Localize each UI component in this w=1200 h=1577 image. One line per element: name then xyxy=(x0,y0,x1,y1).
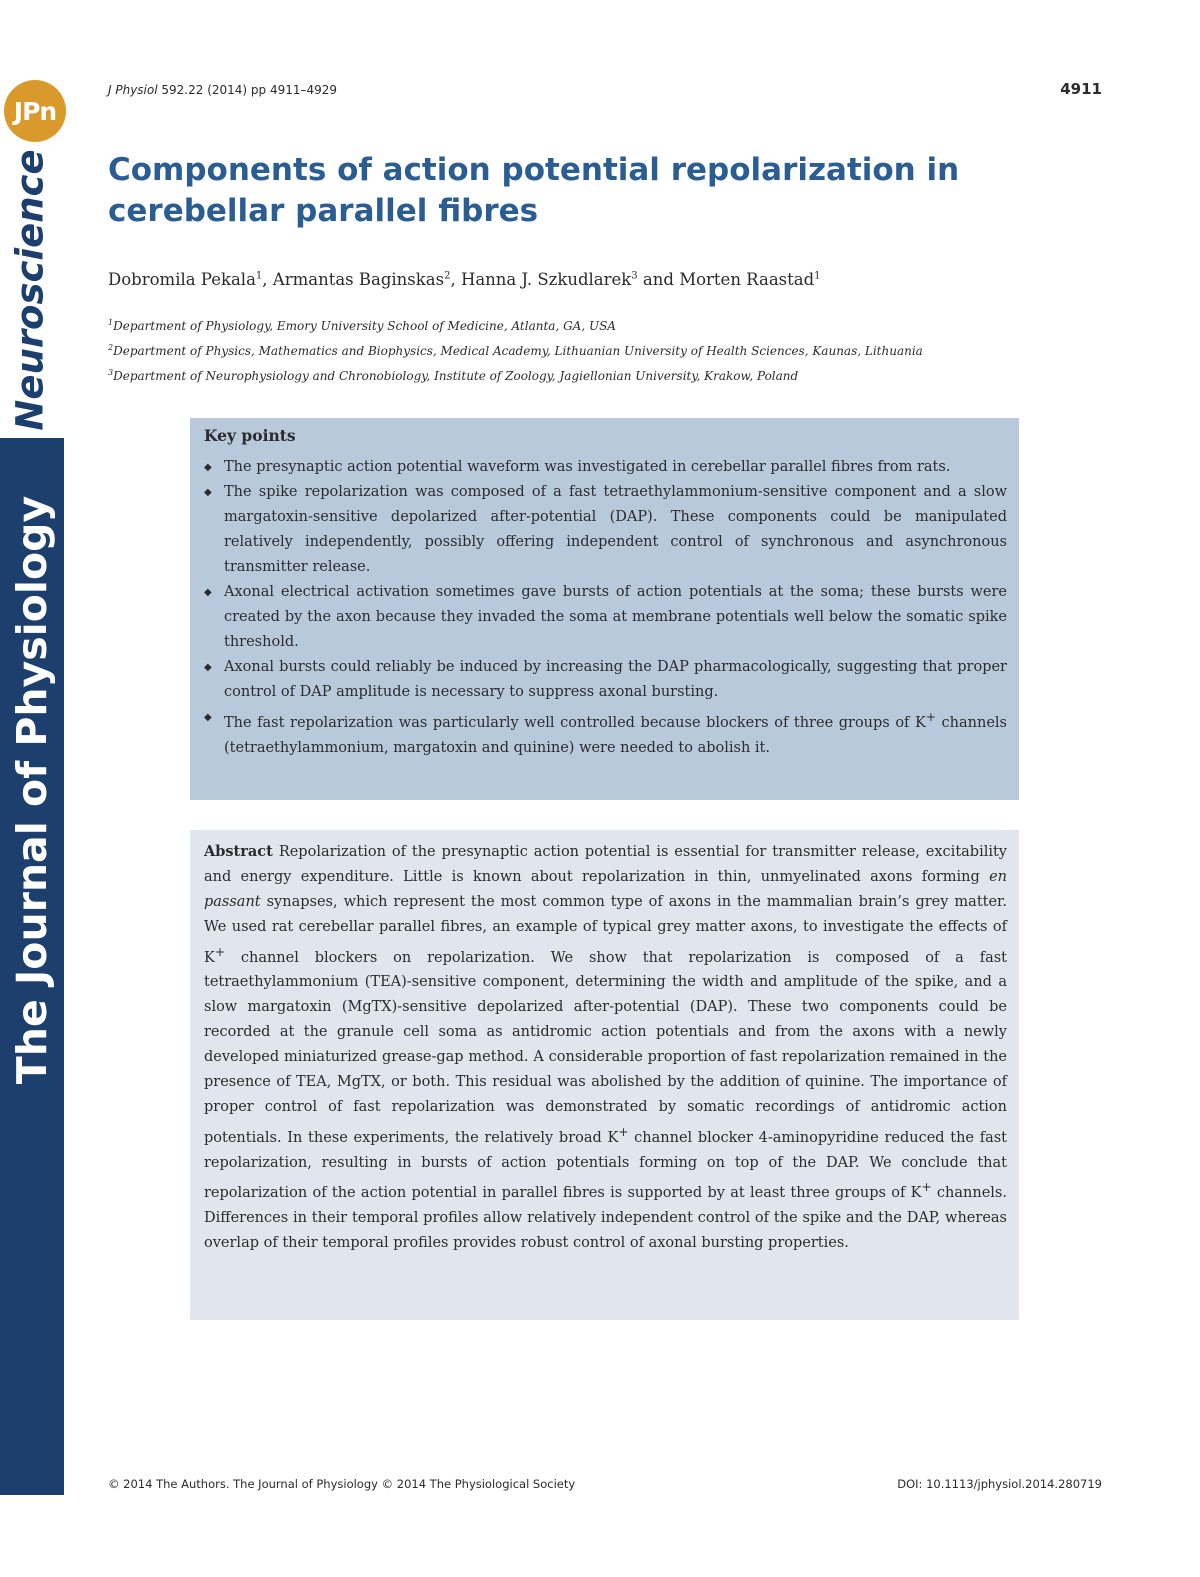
affiliation-number: 2 xyxy=(108,343,114,352)
affiliation-text: Department of Physiology, Emory University School of Medicine, Atlanta, GA, USA xyxy=(113,319,616,333)
journal-name-vertical: The Journal of Physiology xyxy=(8,495,56,1085)
affiliation-list xyxy=(108,312,1008,387)
key-point xyxy=(204,480,1007,580)
abstract-italic: en passant xyxy=(204,868,1007,910)
section-label: Neuroscience xyxy=(8,149,52,431)
affiliation xyxy=(108,312,1008,337)
abstract-segment: synapses, which represent the most common type of axons in the mammalian brain’s grey matter. We used rat cerebellar parallel fibres, an example of typical grey matter axons, to investigate the effects of K xyxy=(204,893,1007,966)
author-list xyxy=(108,270,821,289)
key-points-list xyxy=(204,455,1007,761)
author: Morten Raastad xyxy=(679,270,815,289)
author: Hanna J. Szkudlarek xyxy=(460,270,632,289)
superscript: + xyxy=(618,1124,629,1139)
key-point xyxy=(204,655,1007,705)
key-point xyxy=(204,705,1007,761)
key-point xyxy=(204,580,1007,655)
author-affiliation-mark: 1 xyxy=(255,270,263,282)
jpn-logo: JPn xyxy=(4,80,66,142)
key-point-text: The fast repolarization was particularly well controlled because blockers of three groups of K+ channels (tetraethylammonium, margatoxin and quinine) were needed to abolish it. xyxy=(224,710,1007,756)
author-affiliation-mark: 1 xyxy=(814,270,821,282)
abstract-text xyxy=(204,840,1007,1256)
abstract-segment: channel blockers on repolarization. We show that repolarization is composed of a fast tetraethylammonium (TEA)-sensitive component, determining the width and amplitude of the spike, and a slow margatoxin (MgTX)-sensitive depolarized after-potential (DAP). These two components could be recorded at the granule cell soma as antidromic action potentials and from the axons with a newly developed miniaturized grease-gap method. A considerable proportion of fast repolarization remained in the presence of TEA, MgTX, or both. This residual was abolished by the addition of quinine. The importance of proper control of fast repolarization was demonstrated by somatic recordings of antidromic action potentials. In these experiments, the relatively broad K xyxy=(204,949,1007,1146)
superscript: + xyxy=(921,1180,932,1195)
key-point-text: Axonal bursts could reliably be induced by increasing the DAP pharmacologically, suggesting that proper control of DAP amplitude is necessary to suppress axonal bursting. xyxy=(224,659,1007,700)
key-points-heading: Key points xyxy=(204,426,296,445)
diamond-bullet-icon: ◆ xyxy=(204,587,212,598)
author-separator: and xyxy=(637,270,680,289)
author-separator: , xyxy=(450,270,461,289)
affiliation-number: 3 xyxy=(108,368,114,377)
author-separator: , xyxy=(262,270,273,289)
article-title: Components of action potential repolarization in cerebellar parallel fibres xyxy=(108,152,960,229)
diamond-bullet-icon: ◆ xyxy=(204,487,212,498)
abstract-segment: channels. Differences in their temporal profiles allow relatively independent control of the spike and the DAP, whereas overlap of their temporal profiles provides robust control of axonal bursting properties. xyxy=(204,1185,1007,1252)
superscript: + xyxy=(214,944,225,959)
author-affiliation-mark: 3 xyxy=(631,270,638,282)
journal-abbrev: J Physiol xyxy=(108,83,158,97)
affiliation-number: 1 xyxy=(108,318,114,327)
abstract-box xyxy=(190,830,1019,1320)
key-points-box xyxy=(190,418,1019,800)
author-affiliation-mark: 2 xyxy=(444,270,451,282)
key-point xyxy=(204,455,1007,480)
citation: 592.22 (2014) pp 4911–4929 xyxy=(161,83,338,97)
key-point-text: The spike repolarization was composed of a fast tetraethylammonium-sensitive component and a slow margatoxin-sensitive depolarized after-potential (DAP). These components could be manipulated relatively independently, possibly offering independent control of synchronous and asynchronous transmitter release. xyxy=(224,484,1007,575)
key-point-text: Axonal electrical activation sometimes gave bursts of action potentials at the soma; these bursts were created by the axon because they invaded the soma at membrane potentials well below the somatic spike threshold. xyxy=(224,584,1007,650)
running-head xyxy=(108,83,337,97)
key-point-text: The presynaptic action potential waveform was investigated in cerebellar parallel fibres from rats. xyxy=(224,459,951,475)
superscript: + xyxy=(925,710,936,724)
affiliation-text: Department of Neurophysiology and Chronobiology, Institute of Zoology, Jagiellonian University, Krakow, Poland xyxy=(113,369,799,383)
diamond-bullet-icon: ◆ xyxy=(204,462,212,473)
abstract-label: Abstract xyxy=(204,843,273,860)
diamond-bullet-icon: ◆ xyxy=(204,712,212,723)
doi-link[interactable]: DOI: 10.1113/jphysiol.2014.280719 xyxy=(897,1477,1102,1491)
author: Dobromila Pekala xyxy=(108,270,256,289)
abstract-segment: Repolarization of the presynaptic action potential is essential for transmitter release, excitability and energy expenditure. Little is known about repolarization in thin, unmyelinated axons forming xyxy=(204,844,1007,885)
diamond-bullet-icon: ◆ xyxy=(204,662,212,673)
abstract-segment: channel blocker 4-aminopyridine reduced the fast repolarization, resulting in bursts of action potentials forming on top of the DAP. We conclude that repolarization of the action potential in parallel fibres is supported by at least three groups of K xyxy=(204,1129,1007,1202)
copyright-line: © 2014 The Authors. The Journal of Physiology © 2014 The Physiological Society xyxy=(108,1477,576,1491)
affiliation xyxy=(108,337,1008,362)
author: Armantas Baginskas xyxy=(272,270,445,289)
affiliation xyxy=(108,362,1008,387)
affiliation-text: Department of Physics, Mathematics and Biophysics, Medical Academy, Lithuanian University of Health Sciences, Kaunas, Lithuania xyxy=(113,344,923,358)
page-number: 4911 xyxy=(1060,80,1102,98)
